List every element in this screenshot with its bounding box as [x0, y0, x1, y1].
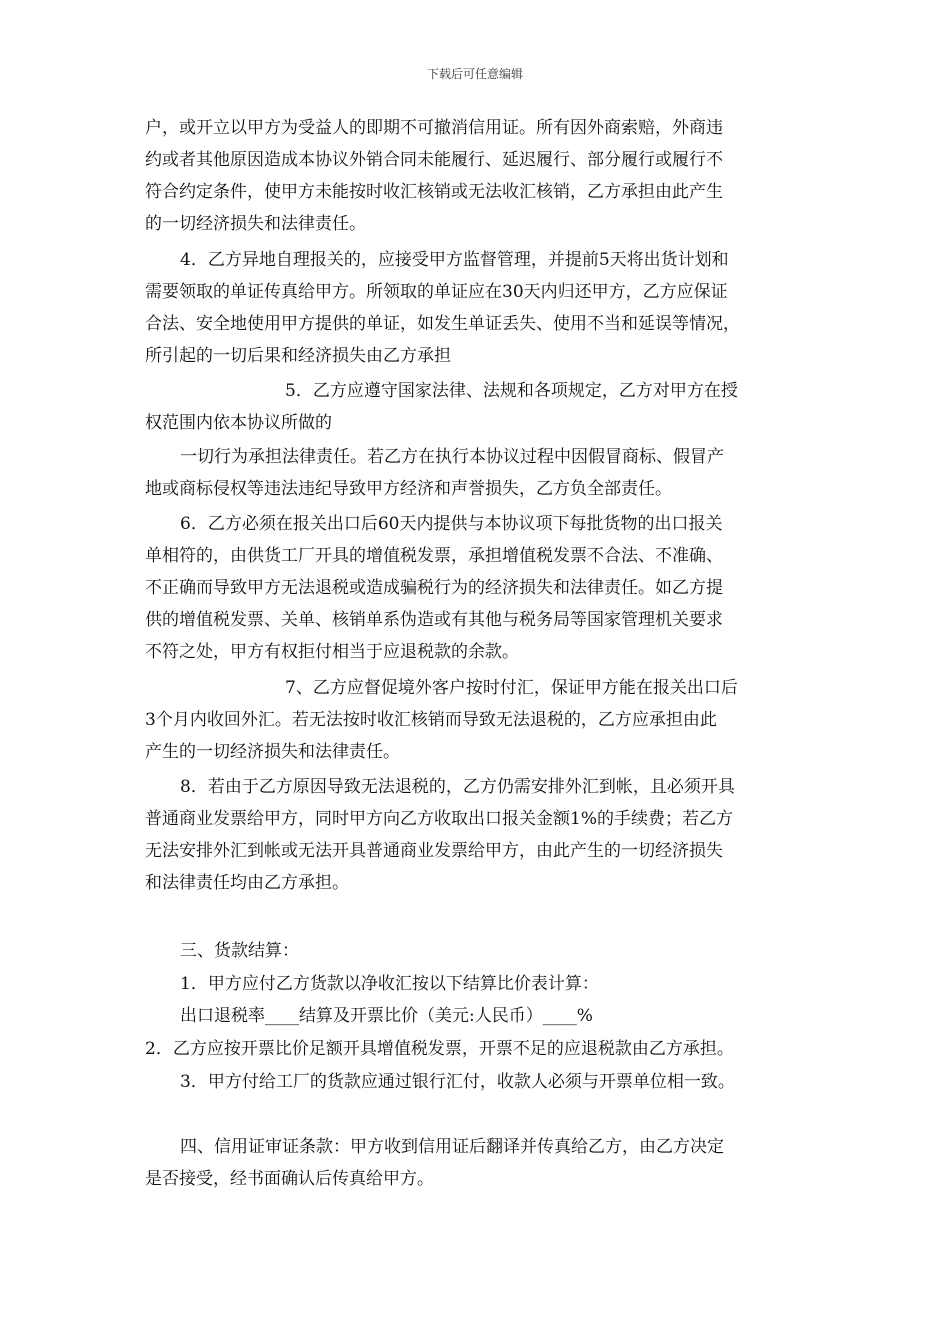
section-heading: 四、信用证审证条款：甲方收到信用证后翻译并传真给乙方，由乙方决定	[180, 1137, 724, 1157]
text-line: 户，或开立以甲方为受益人的即期不可撤消信用证。所有因外商索赔，外商违	[145, 118, 723, 138]
text-line: 不符之处，甲方有权拒付相当于应退税款的余款。	[145, 642, 519, 662]
text-line: 的一切经济损失和法律责任。	[145, 214, 366, 234]
text-line: 3．甲方付给工厂的货款应通过银行汇付，收款人必须与开票单位相一致。	[180, 1072, 735, 1092]
text-line: 是否接受，经书面确认后传真给甲方。	[145, 1169, 434, 1189]
section-heading: 三、货款结算：	[180, 941, 299, 961]
text-line: 普通商业发票给甲方，同时甲方向乙方收取出口报关金额1%的手续费；若乙方	[145, 809, 733, 829]
text-line: 2．乙方应按开票比价足额开具增值税发票，开票不足的应退税款由乙方承担。	[145, 1039, 734, 1059]
text-line: 单相符的，由供货工厂开具的增值税发票，承担增值税发票不合法、不准确、	[145, 546, 723, 566]
text-line: 一切行为承担法律责任。若乙方在执行本协议过程中因假冒商标、假冒产	[180, 447, 724, 467]
text-line: 6．乙方必须在报关出口后60天内提供与本协议项下每批货物的出口报关	[180, 514, 723, 534]
text-line: 不正确而导致甲方无法退税或造成骗税行为的经济损失和法律责任。如乙方提	[145, 578, 723, 598]
text-line: 供的增值税发票、关单、核销单系伪造或有其他与税务局等国家管理机关要求	[145, 610, 723, 630]
text-line: 1．甲方应付乙方货款以净收汇按以下结算比价表计算：	[180, 974, 599, 994]
page-header: 下载后可任意编辑	[426, 67, 523, 81]
text-line: 8．若由于乙方原因导致无法退税的，乙方仍需安排外汇到帐，且必须开具	[180, 777, 735, 797]
text-line: 出口退税率____结算及开票比价（美元:人民币）____%	[180, 1006, 593, 1026]
text-line: 合法、安全地使用甲方提供的单证，如发生单证丢失、使用不当和延误等情况，	[145, 314, 740, 334]
text-line: 3个月内收回外汇。若无法按时收汇核销而导致无法退税的，乙方应承担由此	[145, 710, 717, 730]
text-line: 7、乙方应督促境外客户按时付汇，保证甲方能在报关出口后	[285, 678, 738, 698]
text-line: 约或者其他原因造成本协议外销合同未能履行、延迟履行、部分履行或履行不	[145, 150, 723, 170]
text-line: 地或商标侵权等违法违纪导致甲方经济和声誉损失，乙方负全部责任。	[145, 479, 672, 499]
text-line: 符合约定条件，使甲方未能按时收汇核销或无法收汇核销，乙方承担由此产生	[145, 182, 723, 202]
text-line: 5．乙方应遵守国家法律、法规和各项规定，乙方对甲方在授	[285, 381, 738, 401]
text-line: 无法安排外汇到帐或无法开具普通商业发票给甲方，由此产生的一切经济损失	[145, 841, 723, 861]
text-line: 所引起的一切后果和经济损失由乙方承担	[145, 346, 451, 366]
text-line: 4．乙方异地自理报关的，应接受甲方监督管理，并提前5天将出货计划和	[180, 250, 729, 270]
text-line: 需要领取的单证传真给甲方。所领取的单证应在30天内归还甲方，乙方应保证	[145, 282, 728, 302]
text-line: 产生的一切经济损失和法律责任。	[145, 742, 400, 762]
text-line: 和法律责任均由乙方承担。	[145, 873, 349, 893]
text-line: 权范围内依本协议所做的	[145, 413, 332, 433]
